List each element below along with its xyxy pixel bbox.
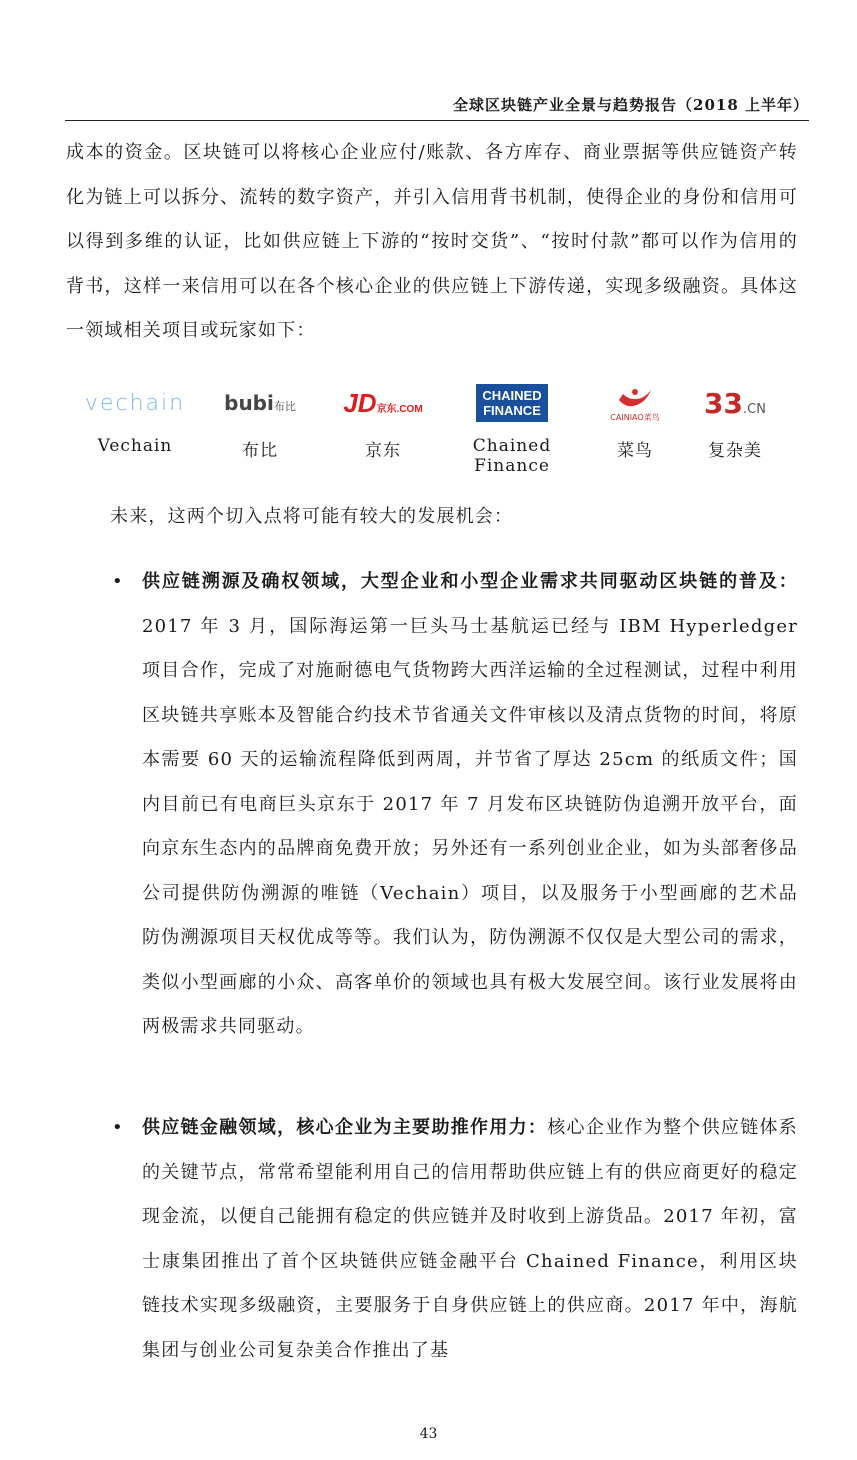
logo-bubi bbox=[195, 378, 325, 461]
bullet-heading: 供应链金融领域，核心企业为主要助推作用力： bbox=[142, 1117, 548, 1138]
logo-caption: 复杂美 bbox=[708, 441, 762, 461]
bullet-item bbox=[112, 1106, 798, 1373]
cainiao-logo: CAINIAO菜鸟 bbox=[570, 378, 700, 428]
bullet-dot-icon: • bbox=[112, 1117, 124, 1138]
logo-caption: 布比 bbox=[242, 441, 278, 461]
bubi-logo: bubi布比 bbox=[224, 391, 296, 415]
header-title: 全球区块链产业全景与趋势报告（2018 上半年） bbox=[453, 96, 809, 114]
cainiao-bird-icon bbox=[615, 384, 655, 412]
logo-33cn bbox=[670, 378, 800, 461]
logo-jd bbox=[318, 378, 448, 461]
bullet-heading: 供应链溯源及确权领域，大型企业和小型企业需求共同驱动区块链的普及： bbox=[142, 571, 798, 592]
logo-chained-finance bbox=[447, 378, 577, 476]
intro-sentence: 未来，这两个切入点将可能有较大的发展机会： bbox=[110, 506, 514, 527]
page-number: 43 bbox=[419, 1426, 438, 1442]
logo-caption: 京东 bbox=[365, 441, 401, 461]
logo-row bbox=[70, 378, 810, 476]
logo-caption: 菜鸟 bbox=[617, 441, 653, 461]
bullet-dot-icon: • bbox=[112, 571, 124, 592]
vechain-logo: vechain bbox=[84, 390, 186, 416]
jd-logo: JD京东.COM bbox=[343, 387, 423, 418]
bullet-text: 2017 年 3 月，国际海运第一巨头马士基航运已经与 IBM Hyperledger 项目合作，完成了对施耐德电气货物跨大西洋运输的全过程测试，过程中利用区块链共享账本及智能合约技术节省通关文件审核以及清点货物的时间，将原本需要 60 天的运输流程降低到两周，并节省了厚达 25cm 的纸质文件；国内目前已有电商巨头京东于 2017 年 7 月发布区块链防伪追溯开放平台，面向京东生态内的品牌商免费开放；另外还有一系列创业企业，如为头部奢侈品公司提供防伪溯源的唯链（Vechain）项目，以及服务于小型画廊的艺术品防伪溯源项目天权优成等等。我们认为，防伪溯源不仅仅是大型公司的需求，类似小型画廊的小众、高客单价的领域也具有极大发展空间。该行业发展将由两极需求共同驱动。 bbox=[142, 615, 798, 1037]
bullet-item bbox=[112, 560, 798, 1050]
running-header bbox=[65, 92, 809, 121]
33cn-logo: 33.CN bbox=[704, 386, 766, 420]
chained-finance-logo: CHAINED FINANCE bbox=[476, 384, 547, 422]
logo-caption: Vechain bbox=[97, 436, 173, 456]
body-paragraph: 成本的资金。区块链可以将核心企业应付/账款、各方库存、商业票据等供应链资产转化为链上可以拆分、流转的数字资产，并引入信用背书机制，使得企业的身份和信用可以得到多维的认证，比如供应链上下游的“按时交货”、“按时付款”都可以作为信用的背书，这样一来信用可以在各个核心企业的供应链上下游传递，实现多级融资。具体这一领域相关项目或玩家如下： bbox=[66, 142, 798, 341]
logo-caption: Chained Finance bbox=[472, 436, 552, 476]
bullet-text: 核心企业作为整个供应链体系的关键节点，常常希望能利用自己的信用帮助供应链上有的供应商更好的稳定现金流，以便自己能拥有稳定的供应链并及时收到上游货品。2017 年初，富士康集团推出了首个区块链供应链金融平台 Chained Finance，利用区块链技术实现多级融资，主要服务于自身供应链上的供应商。2017 年中，海航集团与创业公司复杂美合作推出了基 bbox=[142, 1117, 798, 1361]
logo-vechain bbox=[70, 378, 200, 456]
